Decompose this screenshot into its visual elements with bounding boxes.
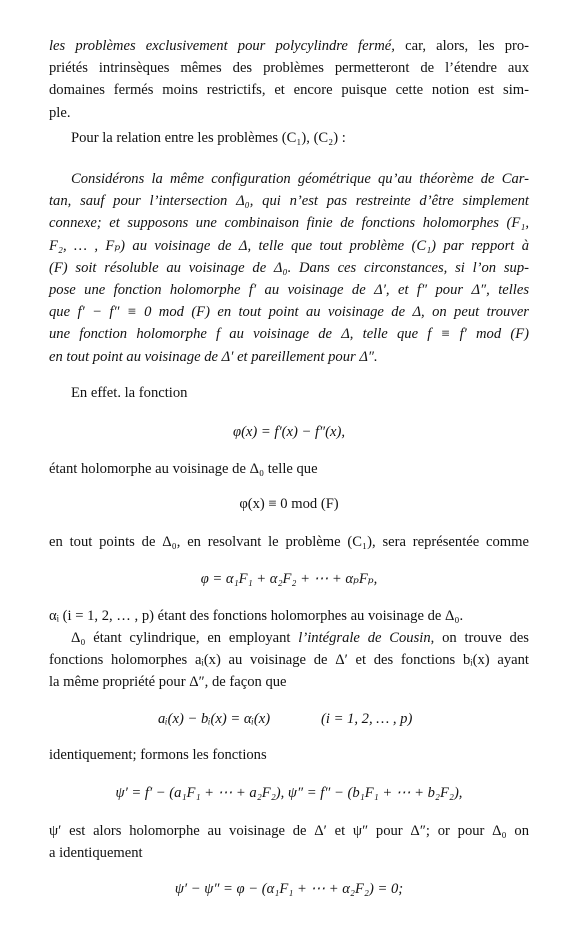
psi-paragraph [49,820,529,864]
equation-phi-combination: φ = α₁F₁ + α₂F₂ + ⋯ + αₚFₚ, [200,571,378,587]
text-line: Pour la relation entre les problèmes (C₁), (C₂) : [71,130,346,146]
theorem-statement [49,168,529,368]
italic-lead: les problèmes exclusivement pour polycylindre fermé, [49,38,395,54]
text-line: (F) soit résoluble au voisinage de Δ₀. Dans ces circonstances, si l’on sup- [49,259,529,276]
text-line: pose une fonction holomorphe f′ au voisinage de Δ′, et f″ pour Δ″, telles [49,282,529,299]
proof-intro [49,382,551,404]
equation-cousin-left: aᵢ(x) − bᵢ(x) = αᵢ(x) [158,711,271,727]
text-line: αᵢ (i = 1, 2, … , p) étant des fonctions holomorphes au voisinage de Δ₀. [49,608,464,624]
text-line: en tout points de Δ₀, en resolvant le problème (C₁), sera représentée comme [49,534,529,550]
text-line: F₂, … , Fₚ) au voisinage de Δ, telle que tout problème (C₁) par repport à [49,237,529,254]
text-line: identiquement; formons les fonctions [49,747,267,763]
text-line: la même propriété pour Δ″, de façon que [49,674,287,691]
text-after-italic: , on trouve des [430,630,529,646]
text-line: En effet. la fonction [71,385,188,401]
formons-paragraph [49,744,529,766]
text-line: a identiquement [49,845,143,862]
representation-paragraph [49,531,529,553]
alpha-paragraph [49,605,529,627]
text-line: domaines fermés moins restrictifs, et encore puisque cette notion est sim- [49,82,529,99]
italic-term: l’intégrale de Cousin [298,630,431,646]
holomorphic-paragraph [49,458,529,480]
text-line: Considérons la même configuration géométrique qu’au théorème de Car- [71,171,529,187]
text-before-italic: Δ₀ étant cylindrique, en employant [71,630,299,646]
text-line: ψ′ est alors holomorphe au voisinage de Δ′ et ψ″ pour Δ″; or pour Δ₀ on [49,823,529,839]
text-line: tan, sauf pour l’intersection Δ₀, qui n’est pas restreinte d’être simplement [49,193,529,210]
text-line: fonctions holomorphes aᵢ(x) au voisinage de Δ′ et des fonctions bᵢ(x) ayant [49,652,529,669]
equation-cousin-right: (i = 1, 2, … , p) [321,711,413,727]
text-line: connexe; et supposons une combinaison finie de fonctions holomorphes (F₁, [49,215,529,232]
text-line [49,627,529,649]
text-line: priétés intrinsèques mêmes des problèmes permetteront de l’étendre aux [49,60,529,77]
text-line: une fonction holomorphe f au voisinage de Δ, telle que f ≡ f′ mod (F) [49,326,529,343]
text-line: étant holomorphe au voisinage de Δ₀ telle que [49,461,318,477]
equation-phi-congruence: φ(x) ≡ 0 mod (F) [239,496,339,512]
text-line: ple. [49,104,71,121]
equation-psi-definitions: ψ′ = f′ − (a₁F₁ + ⋯ + a₂F₂), ψ″ = f″ − (b₁F₁ + ⋯ + b₂F₂), [115,785,463,801]
text-line [49,35,529,57]
text-line: en tout point au voisinage de Δ′ et pareillement pour Δ″. [49,348,378,365]
equation-psi-difference: ψ′ − ψ″ = φ − (α₁F₁ + ⋯ + α₂F₂) = 0; [174,881,404,897]
intro-paragraph [49,35,529,124]
cousin-paragraph [49,627,529,694]
relation-paragraph [49,127,551,149]
equation-phi-definition: φ(x) = f′(x) − f″(x), [233,424,345,440]
text-line: que f′ − f″ ≡ 0 mod (F) en tout point au voisinage de Δ, on peut trouver [49,304,529,321]
line-rest: car, alors, les pro- [394,38,530,54]
